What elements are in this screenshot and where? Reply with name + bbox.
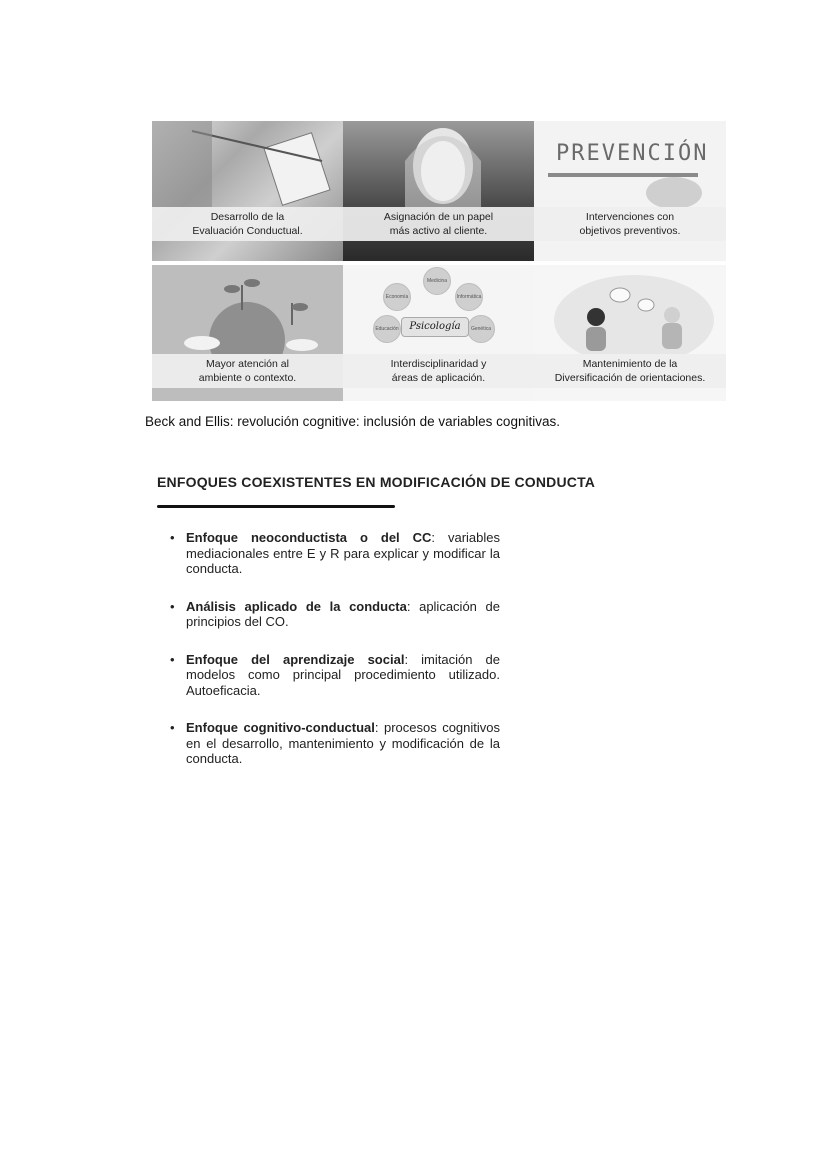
list-item: • Análisis aplicado de la conducta: aplicación de principios del CO. xyxy=(170,599,500,630)
list-item: • Enfoque del aprendizaje social: imitación de modelos como principal procedimiento utilizado. Autoeficacia. xyxy=(170,652,500,699)
tile-caption: Mantenimiento de la Diversificación de orientaciones. xyxy=(534,354,726,388)
tile-caption: Intervenciones con objetivos preventivos. xyxy=(534,207,726,241)
tile-evaluacion xyxy=(152,121,343,261)
tile-caption: Asignación de un papel más activo al cliente. xyxy=(343,207,534,241)
figure-grid xyxy=(152,121,726,401)
beck-ellis-note: Beck and Ellis: revolución cognitive: inclusión de variables cognitivas. xyxy=(145,414,560,429)
bubble-economia: Economía xyxy=(383,283,411,311)
tile-ambiente xyxy=(152,265,343,401)
approaches-list xyxy=(170,530,500,789)
woman-portrait-illustration xyxy=(343,121,534,207)
tile-diversificacion xyxy=(534,265,726,401)
tile-papel-activo xyxy=(343,121,534,261)
tile-interdisciplinaridad xyxy=(343,265,534,401)
hand-writing-illustration xyxy=(534,121,726,207)
conversation-illustration xyxy=(534,265,726,354)
tile-prevencion xyxy=(534,121,726,261)
prevencion-word: PREVENCIÓN xyxy=(556,141,709,166)
globe-plants-illustration xyxy=(152,265,343,354)
list-item: • Enfoque neoconductista o del CC: variables mediacionales entre E y R para explicar y modificar la conducta. xyxy=(170,530,500,577)
tile-caption: Desarrollo de la Evaluación Conductual. xyxy=(152,207,343,241)
tile-caption: Interdisciplinaridad y áreas de aplicación. xyxy=(343,354,534,388)
section-title: ENFOQUES COEXISTENTES EN MODIFICACIÓN DE CONDUCTA xyxy=(157,474,596,490)
clipboard-illustration xyxy=(152,121,343,207)
psicologia-center: Psicología xyxy=(401,317,469,337)
bubble-genetica: Genética xyxy=(467,315,495,343)
tile-caption: Mayor atención al ambiente o contexto. xyxy=(152,354,343,388)
bubble-informatica: Informática xyxy=(455,283,483,311)
bubble-medicina: Medicina xyxy=(423,267,451,295)
title-underline xyxy=(157,505,395,508)
bubble-educacion: Educación xyxy=(373,315,401,343)
list-item: • Enfoque cognitivo-conductual: procesos cognitivos en el desarrollo, mantenimiento y modificación de la conducta. xyxy=(170,720,500,767)
